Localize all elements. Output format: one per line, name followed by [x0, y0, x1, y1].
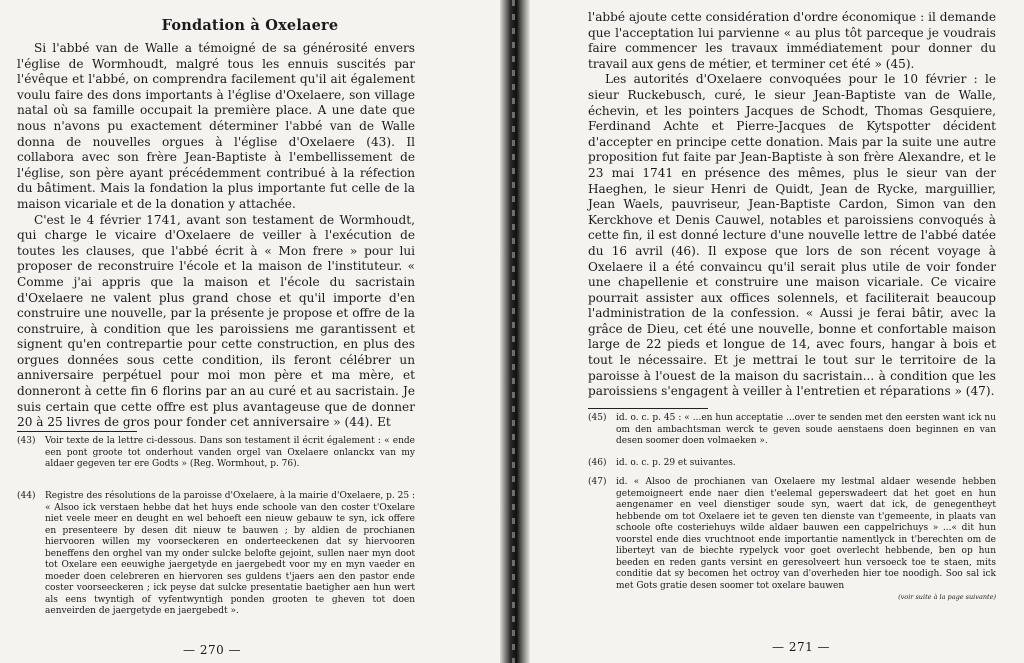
footnote-45	[588, 413, 996, 448]
footnote-rule	[17, 431, 137, 432]
footnote-43	[17, 436, 415, 471]
continued-note: (voir suite à la page suivante)	[898, 593, 996, 601]
page-title: Fondation à Oxelaere	[161, 17, 339, 34]
footnote-text: Voir texte de la lettre ci-dessous. Dans son testament il écrit également : « ende een pont groote tot onderhout vanden orgel van Oxelaere onlanckx van my aldaer gegeven ter ere Godts » (Reg. Wormhout, p. 76).	[45, 436, 415, 469]
footnote-number: (47)	[588, 477, 607, 487]
footnote-46	[588, 458, 996, 470]
footnote-text: id. o. c. p. 45 : « ...en hun acceptatie ...over te senden met den eersten want ick nu om den ambachtsman werck te geven soude aenstaens doen beginnen en van desen soomer doen volmaeken ».	[616, 413, 996, 446]
footnote-text: id. « Alsoo de prochianen van Oxelaere my lestmal aldaer wesende hebben getemoigneert ende naer dien t'eelemal geperswadeert dat het goet en hun aengenamer en veel dienstiger soude syn, waert dat ick, de genegentheyt hebbende om tot Oxelaere iet te geven ten dienste van t'gemeente, in plaats van schoole ofte costeriehuys wilde aldaer bauwen een cappelrichuys » ...« dit hun voorstel ende dies vruchtnoot ende importantie namentlyck in t'berechten om de liberteyt van de biechte rypelyck voor goet overlecht hebbende, ben op hun beeden en reden gants versint en geresolveert hun versoeck toe te staen, mits conditie dat sy becomen het octroy van d'overheden hier toe noodigh. Soo sal ick met Gots gratie desen soomer tot oxelare bauwen	[616, 477, 996, 591]
footnote-44	[17, 491, 415, 618]
body-paragraph: Les autorités d'Oxelaere convoquées pour le 10 février : le sieur Ruckebusch, curé, le sieur Jean-Baptiste van de Walle, échevin, et les pointers Jacques de Schodt, Thomas Gesquiere, Ferdinand Achte et Pierre-Jacques de Kytspotter décident d'accepter en principe cette donation. Mais par la suite une autre proposition fut faite par Jean-Baptiste à son frère Alexandre, et le 23 mai 1741 en présence des mêmes, plus le sieur van der Haeghen, le sieur Henri de Quidt, Jean de Rycke, marguillier, Jean Waels, pauvriseur, Jean-Baptiste Cardon, Simon van den Kerckhove et Denis Cauwel, notables et paroissiens convoqués à cette fin, il est donné lecture d'une nouvelle lettre de l'abbé datée du 16 avril (46). Il expose que lors de son récent voyage à Oxelaere il a été convaincu qu'il serait plus utile de voir fonder une chapellenie et construire une maison vicariale. Ce vicaire pourrait assister aux offices solennels, et faciliterait beaucoup l'administration de la confession. « Aussi je ferai bâtir, avec la grâce de Dieu, cet été une nouvelle, bonne et confortable maison large de 22 pieds et longue de 14, avec fours, hangar à bois et tout le nécessaire. Et je mettrai le tout sur le territoire de la paroisse à l'ouest de la maison du sacristain... à condition que les paroissiens s'engagent à veiller à l'entretien et réparations » (47).	[588, 72, 996, 399]
footnote-rule	[588, 408, 708, 409]
footnote-number: (43)	[17, 436, 36, 446]
right-body-text	[588, 10, 996, 400]
page-number: — 270 —	[183, 643, 242, 657]
body-paragraph: C'est le 4 février 1741, avant son testament de Wormhoudt, qui charge le vicaire d'Oxelaere de veiller à l'exécution de toutes les clauses, que l'abbé écrit à « Mon frere » pour lui proposer de reconstruire l'école et la maison de l'instituteur. « Comme j'ai appris que la maison et l'école du sacristain d'Oxelaere ne valent plus grand chose et qu'il importe d'en construire une nouvelle, par la présente je propose et offre de la construire, à condition que les paroissiens me garantissent et signent qu'en contrepartie pour cette construction, en plus des orgues données sous cette condition, ils feront célébrer un anniversaire perpétuel pour moi mon père et ma mère, et donneront à cette fin 6 florins par an au curé et au sacristain. Je suis certain que cette offre est plus avantageuse que de donner 20 à 25 livres de gros pour fonder cet anniversaire » (44). Et	[17, 212, 415, 430]
footnote-number: (44)	[17, 491, 36, 501]
book-gutter	[500, 0, 530, 663]
left-page	[0, 0, 500, 663]
left-body-text	[17, 41, 415, 431]
footnote-number: (46)	[588, 458, 607, 468]
body-paragraph: Si l'abbé van de Walle a témoigné de sa générosité envers l'église de Wormhoudt, malgré tous les ennuis suscités par l'évêque et l'abbé, on comprendra facilement qu'il ait également voulu faire des dons importants à l'église d'Oxelaere, son village natal où sa famille occupait la première place. A une date que nous n'avons pu exactement déterminer l'abbé van de Walle donna de nouvelles orgues à l'église d'Oxelaere (43). Il collabora avec son frère Jean-Baptiste à l'embellissement de l'église, son père ayant précédemment contribué à la réfection du bâtiment. Mais la fondation la plus importante fut celle de la maison vicariale et de la donation y attachée.	[17, 41, 415, 211]
right-page	[530, 0, 1024, 663]
footnote-text: Registre des résolutions de la paroisse d'Oxelaere, à la mairie d'Oxelaere, p. 25 : « Alsoo ick verstaen hebbe dat het huys ende schoole van den coster t'Oxelare niet veele meer en deught en wel behoeft een nieuw gebauw te syn, ick offere en presenteere by desen dit nieuw te bauwen ; by aldien de prochianen hiervooren willen my voorseckeren en onderteeckenen dat sy hiervooren beneffens den orghel van my onder sulcke belofte gejoint, sullen naer myn doot tot Oxelare een eeuwighe jaergetyde en jaergebedt voor my en myn vaeder en moeder doen celebreren en hiervoren ses guldens t'jaers aen den pastor ende coster voorseeckeren ; ick peyse dat sulcke presentatie baetigher aen hun wert als eens twyntigh of vyfentwyntigh ponden grooten te gheven tot doen aenveirden de jaergetyde en jaergebedt ».	[45, 491, 415, 616]
footnote-47	[588, 477, 996, 604]
footnote-number: (45)	[588, 413, 607, 423]
footnote-text: id. o. c. p. 29 et suivantes.	[616, 458, 736, 468]
page-number: — 271 —	[772, 640, 831, 654]
body-paragraph: l'abbé ajoute cette considération d'ordre économique : il demande que l'acceptation lui parvienne « au plus tôt parceque je voudrais faire commencer les travaux immédiatement pour donner du travail aux gens de métier, et terminer cet été » (45).	[588, 10, 996, 71]
